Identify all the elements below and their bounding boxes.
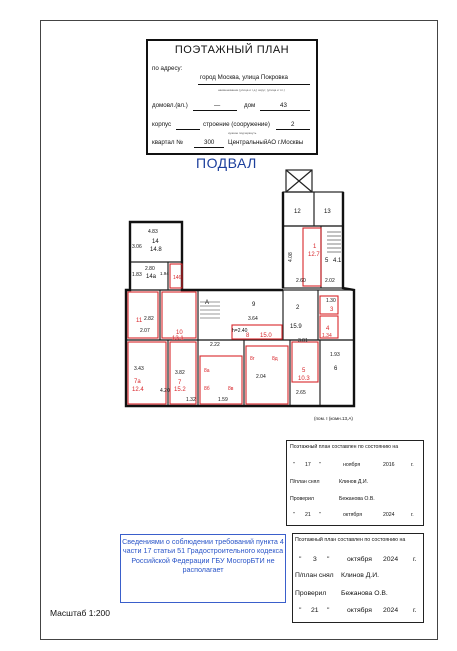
plan-title: ПОЭТАЖНЫЙ ПЛАН bbox=[174, 44, 290, 56]
svg-text:1.30: 1.30 bbox=[326, 298, 336, 304]
address-caption: наименование (улица и т.д.) округ; (улица и т.п.) bbox=[218, 88, 285, 92]
floor-heading: ПОДВАЛ bbox=[196, 155, 257, 171]
svg-text:12.4: 12.4 bbox=[132, 387, 144, 393]
svg-text:14а: 14а bbox=[146, 274, 157, 280]
svg-text:2.04: 2.04 bbox=[256, 374, 266, 380]
svg-text:14: 14 bbox=[152, 239, 159, 245]
svg-text:2: 2 bbox=[296, 305, 300, 311]
svg-text:15.0: 15.0 bbox=[260, 333, 272, 339]
svg-text:3.43: 3.43 bbox=[134, 366, 144, 372]
svg-text:146: 146 bbox=[173, 275, 182, 281]
svg-text:3.01: 3.01 bbox=[298, 338, 308, 344]
kvartal-value: 300 bbox=[204, 139, 215, 146]
svg-text:1.32: 1.32 bbox=[186, 397, 196, 403]
svg-text:8б: 8б bbox=[204, 386, 210, 392]
svg-text:9: 9 bbox=[252, 302, 256, 308]
svg-text:4.83: 4.83 bbox=[148, 229, 158, 235]
plan-caption: (пом. I (комн.13,А) bbox=[314, 416, 353, 421]
scale-label: Масштаб 1:200 bbox=[50, 608, 110, 618]
svg-text:14.8: 14.8 bbox=[150, 247, 162, 253]
svg-text:11: 11 bbox=[136, 318, 143, 324]
svg-text:1.59: 1.59 bbox=[218, 397, 228, 403]
svg-text:8в: 8в bbox=[228, 386, 234, 392]
svg-text:10: 10 bbox=[176, 330, 183, 336]
svg-text:2.82: 2.82 bbox=[144, 316, 154, 322]
svg-text:2.22: 2.22 bbox=[210, 342, 220, 348]
building-caption: нужное подчеркнуть bbox=[228, 131, 257, 135]
svg-text:1.93: 1.93 bbox=[330, 352, 340, 358]
svg-text:4.08: 4.08 bbox=[288, 252, 294, 262]
svg-text:2.80: 2.80 bbox=[145, 266, 155, 272]
svg-text:12.7: 12.7 bbox=[308, 252, 320, 258]
label-r12: 12 bbox=[294, 209, 301, 215]
svg-text:4.20: 4.20 bbox=[160, 388, 170, 394]
svg-text:8: 8 bbox=[246, 333, 250, 339]
kvartal-label: квартал № bbox=[152, 139, 183, 146]
svg-text:15.2: 15.2 bbox=[174, 387, 186, 393]
house-label: домовл.(вл.) bbox=[152, 102, 188, 109]
svg-text:5: 5 bbox=[325, 258, 329, 264]
svg-text:4: 4 bbox=[326, 326, 330, 332]
svg-text:h=2.40: h=2.40 bbox=[232, 328, 248, 334]
svg-text:А: А bbox=[205, 300, 210, 306]
svg-text:5: 5 bbox=[302, 368, 306, 374]
svg-text:2.60: 2.60 bbox=[296, 278, 306, 284]
svg-text:2.65: 2.65 bbox=[296, 390, 306, 396]
svg-text:3.64: 3.64 bbox=[248, 316, 258, 322]
svg-text:1.94: 1.94 bbox=[160, 271, 169, 276]
svg-text:15.9: 15.9 bbox=[290, 324, 302, 330]
svg-text:7а: 7а bbox=[134, 379, 141, 385]
stamp-2024: Поэтажный план составлен по состоянию на " 3 " октября 2024 г. П/план снял Клинов Д.И. Проверил Бежанова О.В. " 21 " октября 2024 г. bbox=[292, 533, 424, 623]
svg-text:8д: 8д bbox=[272, 356, 278, 362]
svg-text:8г: 8г bbox=[250, 356, 255, 362]
svg-text:3: 3 bbox=[330, 307, 334, 313]
dom-value: 43 bbox=[280, 102, 287, 109]
svg-text:1: 1 bbox=[313, 244, 317, 250]
address-value: город Москва, улица Покровка bbox=[200, 74, 288, 81]
district: ЦентральныйАО г.Москвы bbox=[228, 139, 304, 146]
label-r13: 13 bbox=[324, 209, 331, 215]
house-value: — bbox=[214, 102, 221, 109]
svg-text:7: 7 bbox=[178, 380, 182, 386]
address-label: по адресу: bbox=[152, 65, 183, 72]
svg-text:6: 6 bbox=[334, 366, 338, 372]
svg-text:3.82: 3.82 bbox=[175, 370, 185, 376]
dom-label: дом bbox=[244, 102, 256, 109]
svg-text:13.1: 13.1 bbox=[172, 336, 184, 342]
building-label: строение (сооружение) bbox=[203, 121, 270, 128]
svg-text:4.1: 4.1 bbox=[333, 258, 342, 264]
room-12-13 bbox=[283, 192, 343, 226]
svg-text:1.34: 1.34 bbox=[322, 333, 332, 339]
korpus-label: корпус bbox=[152, 121, 172, 128]
svg-text:1.83: 1.83 bbox=[132, 272, 142, 278]
notice-box: Сведениями о соблюдении требований пункта 4 части 17 статьи 51 Градостроительного кодекса Российской Федерации ГБУ МосгорБТИ не располагает bbox=[120, 534, 286, 603]
svg-text:2.07: 2.07 bbox=[140, 328, 150, 334]
svg-text:2.02: 2.02 bbox=[325, 278, 335, 284]
svg-text:8а: 8а bbox=[204, 368, 210, 374]
svg-text:3.06: 3.06 bbox=[132, 244, 142, 250]
building-value: 2 bbox=[291, 121, 295, 128]
stamp-2016: Поэтажный план составлен по состоянию на " 17 " ноября 2016 г. П/план снял Клинов Д.И. Проверил Бежанова О.В. " 21 " октября 2024 г. bbox=[286, 440, 424, 526]
svg-text:10.3: 10.3 bbox=[298, 376, 310, 382]
